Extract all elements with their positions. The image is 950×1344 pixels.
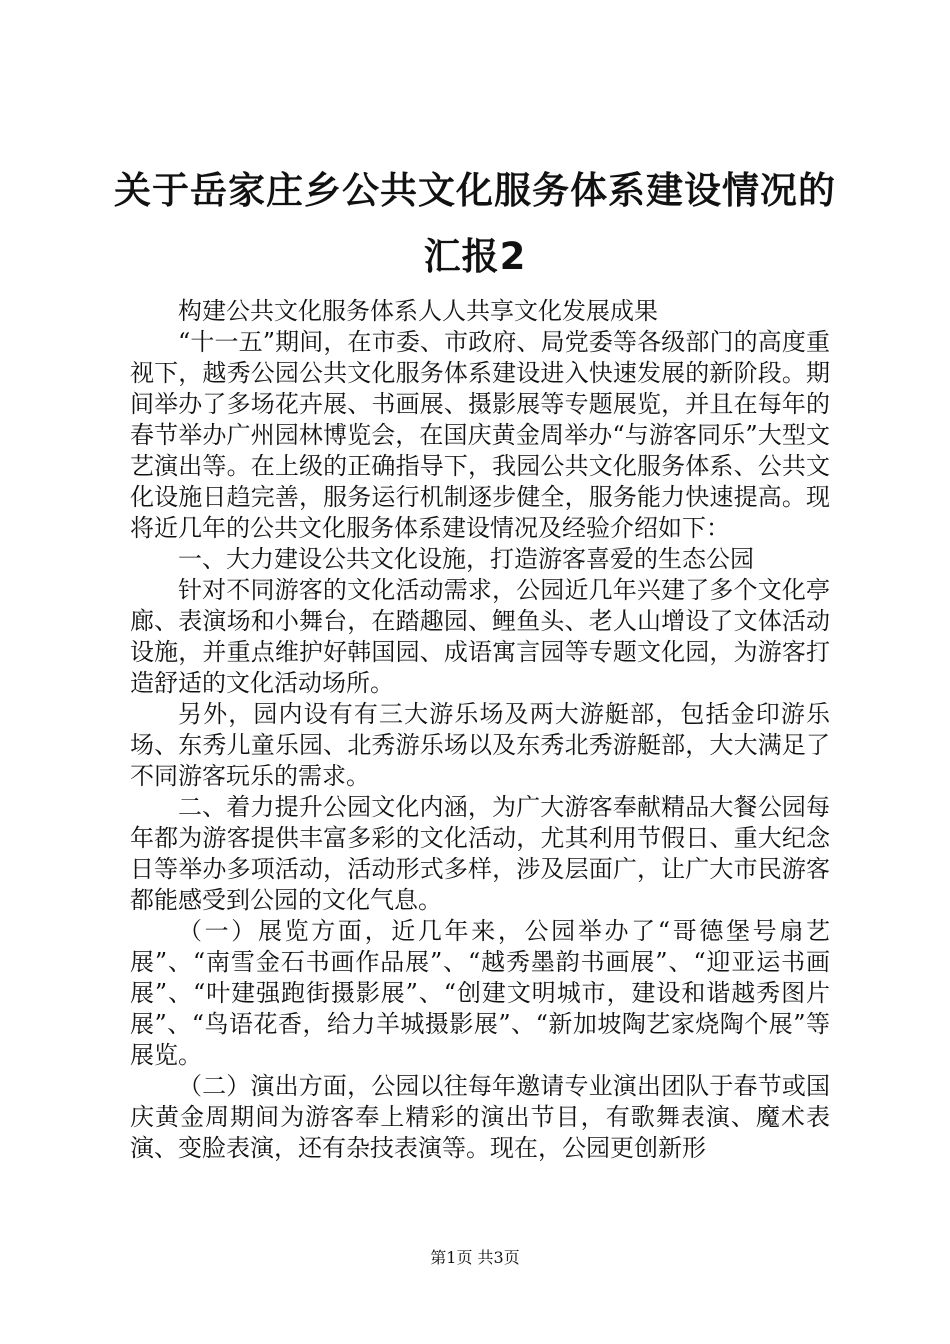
paragraph-performances: （二）演出方面，公园以往每年邀请专业演出团队于春节或国庆黄金周期间为游客奉上精彩的演出节目，有歌舞表演、魔术表演、变脸表演，还有杂技表演等。现在，公园更创新形 <box>130 1072 830 1162</box>
paragraph-intro: “十一五”期间，在市委、市政府、局党委等各级部门的高度重视下，越秀公园公共文化服务体系建设进入快速发展的新阶段。期间举办了多场花卉展、书画展、摄影展等专题展览，并且在每年的春节举办广州园林博览会，在国庆黄金周举办“与游客同乐”大型文艺演出等。在上级的正确指导下，我园公共文化服务体系、公共文化设施日趋完善，服务运行机制逐步健全，服务能力快速提高。现将近几年的公共文化服务体系建设情况及经验介绍如下： <box>130 328 830 542</box>
paragraph-section-2: 二、着力提升公园文化内涵，为广大游客奉献精品大餐公园每年都为游客提供丰富多彩的文化活动，尤其利用节假日、重大纪念日等举办多项活动，活动形式多样，涉及层面广，让广大市民游客都能感受到公园的文化气息。 <box>130 793 830 914</box>
document-body <box>130 296 830 1164</box>
paragraph-section-1-heading: 一、大力建设公共文化设施，打造游客喜爱的生态公园 <box>178 545 754 573</box>
paragraph-exhibitions: （一）展览方面，近几年来，公园举办了“哥德堡号扇艺展”、“南雪金石书画作品展”、“越秀墨韵书画展”、“迎亚运书画展”、“叶建强跑街摄影展”、“创建文明城市，建设和谐越秀图片展”、“鸟语花香，给力羊城摄影展”、“新加坡陶艺家烧陶个展”等展览。 <box>130 917 830 1069</box>
page-number-footer: 第1页 共3页 <box>430 1248 520 1267</box>
document-title: 关于岳家庄乡公共文化服务体系建设情况的汇报2 <box>114 169 836 278</box>
paragraph-facilities: 针对不同游客的文化活动需求，公园近几年兴建了多个文化亭廊、表演场和小舞台，在踏趣园、鲤鱼头、老人山增设了文体活动设施，并重点维护好韩国园、成语寓言园等专题文化园，为游客打造舒适的文化活动场所。 <box>130 576 830 697</box>
paragraph-amusement: 另外，园内设有有三大游乐场及两大游艇部，包括金印游乐场、东秀儿童乐园、北秀游乐场以及东秀北秀游艇部，大大满足了不同游客玩乐的需求。 <box>130 700 830 790</box>
paragraph-subtitle: 构建公共文化服务体系人人共享文化发展成果 <box>178 297 658 325</box>
